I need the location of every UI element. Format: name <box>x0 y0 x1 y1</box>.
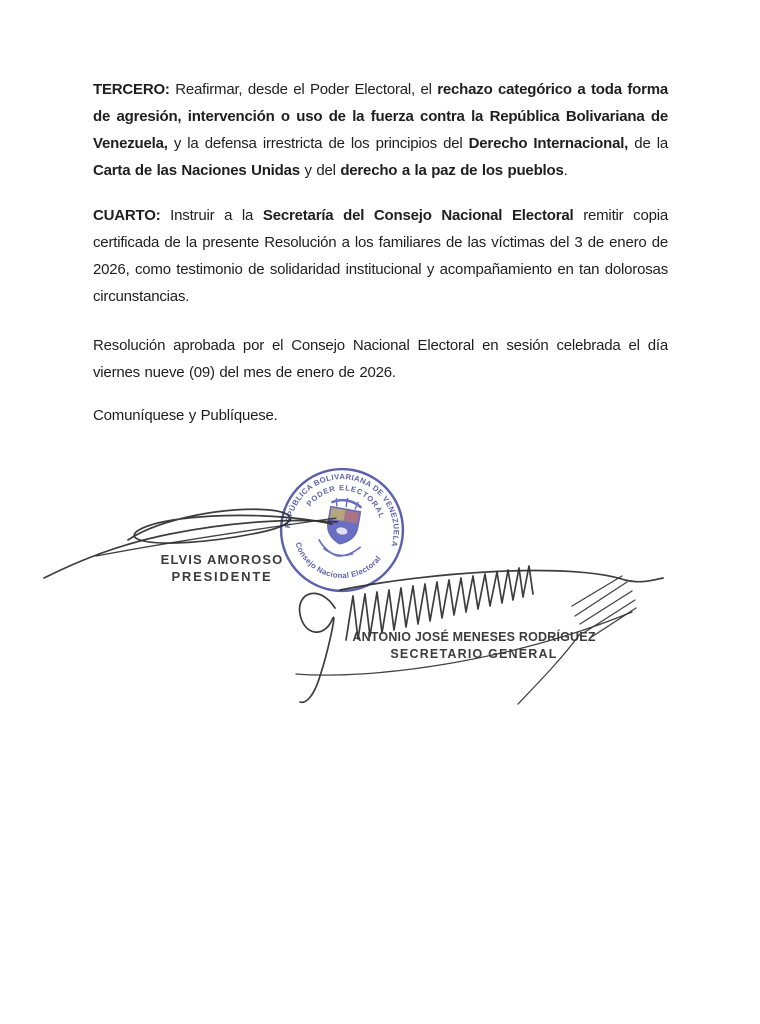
text-run: y la defensa irrestricta de los principios del <box>167 135 469 152</box>
paragraph <box>93 202 668 310</box>
paragraph <box>93 402 668 429</box>
paragraph <box>93 76 668 184</box>
text-run: Instruir a la <box>160 207 263 224</box>
paragraph <box>93 332 668 386</box>
bold-text-run: TERCERO: <box>93 81 170 98</box>
text-run: Resolución aprobada por el Consejo Nacional Electoral en sesión celebrada el día viernes nueve (09) del mes de enero de 2026. <box>93 337 668 381</box>
bold-text-run: Derecho Internacional, <box>468 135 629 152</box>
text-run: remitir copia certificada de la presente Resolución a los familiares de las víctimas del 3 de enero de 2026, como testimonio de solidaridad institucional y acompañamiento en tan dolorosas circunstancias. <box>93 207 669 305</box>
text-run: Comuníquese y Publíquese. <box>93 407 278 424</box>
bold-text-run: rechazo categórico a toda forma de agresión, intervención o uso de la fuerza contra la República Bolivariana de Venezuela, <box>93 81 668 152</box>
bold-text-run: CUARTO: <box>93 207 161 224</box>
text-run: . <box>563 162 568 179</box>
text-run: de la <box>628 135 668 152</box>
seal-arc-bottom-text: Consejo Nacional Electoral <box>293 540 383 581</box>
bold-text-run: Secretaría del Consejo Nacional Electoral <box>262 207 574 224</box>
text-run: Reafirmar, desde el Poder Electoral, el <box>169 81 438 98</box>
president-title: PRESIDENTE <box>171 569 273 584</box>
seal-arc-inner-text: PODER ELECTORAL <box>304 483 387 520</box>
secretary-name: ANTONIO JOSÉ MENESES RODRÍGUEZ <box>352 630 596 644</box>
bold-text-run: Carta de las Naciones Unidas <box>93 162 300 179</box>
bold-text-run: derecho a la paz de los pueblos <box>340 162 564 179</box>
president-name: ELVIS AMOROSO <box>160 552 284 567</box>
secretary-signature-block <box>348 630 600 662</box>
text-run: y del <box>299 162 341 179</box>
secretary-title: SECRETARIO GENERAL <box>390 647 558 661</box>
president-signature-block <box>133 552 311 584</box>
seal-arc-top-text: REPÚBLICA BOLIVARIANA DE VENEZUELA <box>283 472 401 548</box>
